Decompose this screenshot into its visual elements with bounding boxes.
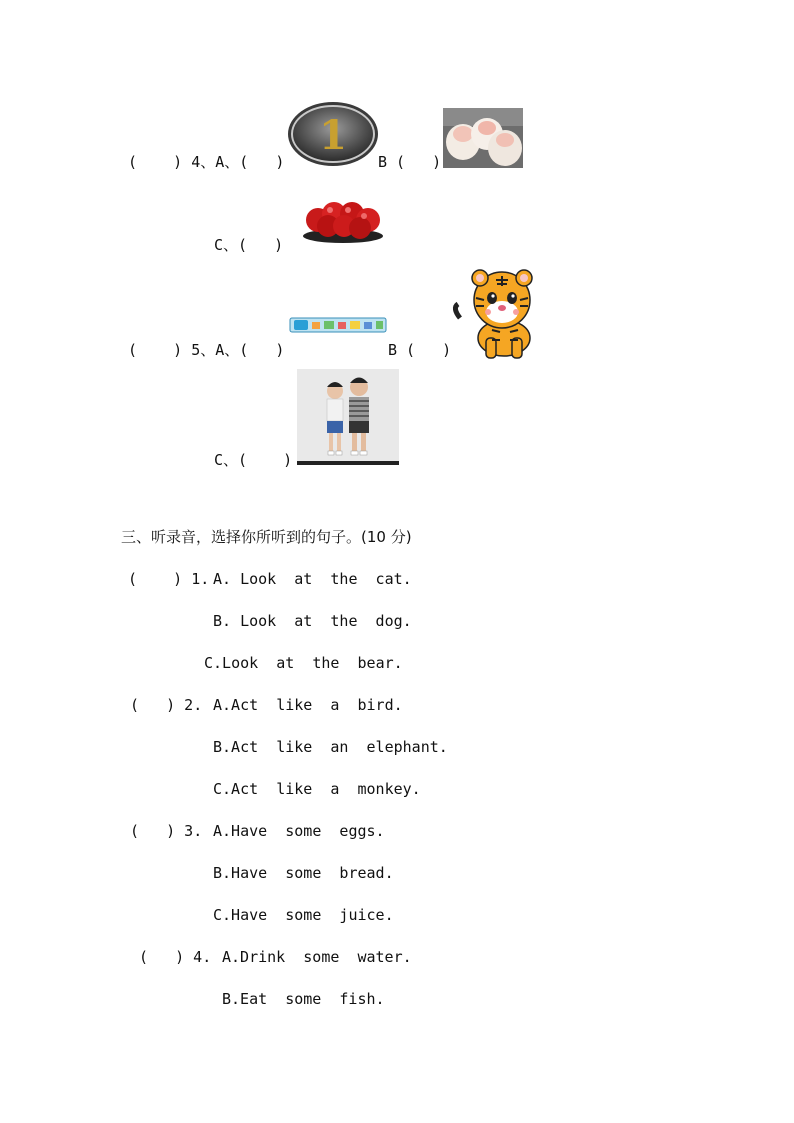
- tiger-icon: [452, 268, 536, 360]
- q4-option-b-listening: B.Eat some fish.: [222, 990, 385, 1008]
- q4-option-a-listening: A.Drink some water.: [222, 948, 412, 966]
- q1-option-a: A. Look at the cat.: [213, 570, 412, 588]
- section-heading: 三、听录音，选择你所听到的句子。(10 分): [121, 528, 412, 546]
- q3-option-a: A.Have some eggs.: [213, 822, 385, 840]
- q4-option-c: C、( ): [214, 236, 284, 254]
- two-boys-icon: [297, 369, 399, 465]
- q2-prefix: ( ) 2.: [130, 696, 203, 714]
- coin-numeral: 1: [319, 112, 347, 159]
- q1-option-b: B. Look at the dog.: [213, 612, 412, 630]
- q5-prefix: ( ) 5、A、( ): [128, 341, 285, 359]
- q3-option-c: C.Have some juice.: [213, 906, 394, 924]
- q2-option-c: C.Act like a monkey.: [213, 780, 421, 798]
- q4-prefix: ( ) 4、A、( ): [128, 153, 285, 171]
- q2-option-b: B.Act like an elephant.: [213, 738, 448, 756]
- q1-prefix: ( ) 1.: [128, 570, 210, 588]
- number-one-coin-icon: [287, 101, 379, 167]
- q3-option-b: B.Have some bread.: [213, 864, 394, 882]
- ruler-icon: [288, 314, 388, 336]
- peaches-icon: [443, 108, 523, 168]
- q5-option-c: C、( ): [214, 451, 293, 469]
- q1-option-c: C.Look at the bear.: [204, 654, 403, 672]
- q5-option-b: B ( ): [388, 341, 452, 359]
- q2-option-a: A.Act like a bird.: [213, 696, 403, 714]
- q4-prefix-listening: ( ) 4.: [139, 948, 212, 966]
- q4-option-b: B ( ): [378, 153, 442, 171]
- q3-prefix: ( ) 3.: [130, 822, 203, 840]
- apples-icon: [300, 190, 386, 244]
